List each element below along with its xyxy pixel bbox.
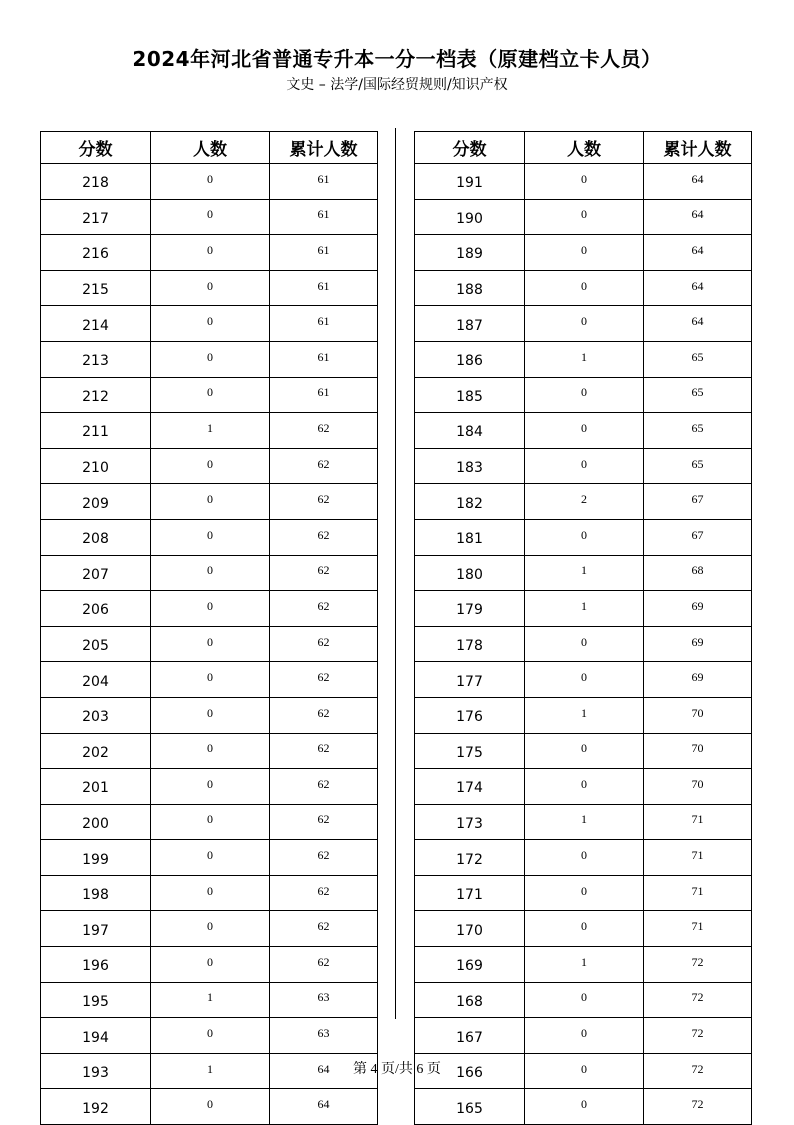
score-cell: 181: [415, 519, 525, 555]
count-cell: 0: [151, 769, 270, 805]
cumulative-cell: 70: [644, 733, 752, 769]
cumulative-cell: 63: [270, 1018, 378, 1054]
count-cell: 1: [525, 804, 644, 840]
table-row: [415, 164, 752, 200]
table-row: [41, 555, 378, 591]
count-cell: 0: [151, 662, 270, 698]
score-cell: 214: [41, 306, 151, 342]
count-cell: 2: [525, 484, 644, 520]
table-row: [415, 911, 752, 947]
cumulative-cell: 62: [270, 697, 378, 733]
cumulative-cell: 71: [644, 840, 752, 876]
score-cell: 168: [415, 982, 525, 1018]
score-cell: 175: [415, 733, 525, 769]
score-cell: 188: [415, 270, 525, 306]
table-row: [41, 697, 378, 733]
score-cell: 216: [41, 235, 151, 271]
column-divider: [395, 128, 396, 1019]
count-cell: 0: [151, 448, 270, 484]
cumulative-cell: 62: [270, 413, 378, 449]
cumulative-cell: 65: [644, 448, 752, 484]
cumulative-cell: 65: [644, 377, 752, 413]
count-cell: 0: [525, 448, 644, 484]
count-cell: 0: [151, 733, 270, 769]
cumulative-cell: 64: [270, 1089, 378, 1125]
score-cell: 199: [41, 840, 151, 876]
table-row: [41, 235, 378, 271]
cumulative-cell: 62: [270, 947, 378, 983]
count-cell: 0: [151, 270, 270, 306]
table-row: [41, 199, 378, 235]
count-cell: 0: [151, 697, 270, 733]
score-cell: 205: [41, 626, 151, 662]
score-cell: 184: [415, 413, 525, 449]
cumulative-cell: 64: [270, 1053, 378, 1089]
score-cell: 179: [415, 591, 525, 627]
table-row: [415, 591, 752, 627]
score-cell: 203: [41, 697, 151, 733]
score-cell: 209: [41, 484, 151, 520]
count-cell: 0: [525, 733, 644, 769]
table-row: [415, 769, 752, 805]
header-count: 人数: [151, 132, 270, 164]
score-cell: 212: [41, 377, 151, 413]
cumulative-cell: 64: [644, 306, 752, 342]
score-table-right-body: [415, 164, 752, 1125]
table-row: [41, 306, 378, 342]
cumulative-cell: 69: [644, 591, 752, 627]
table-row: [41, 947, 378, 983]
table-row: [41, 448, 378, 484]
cumulative-cell: 61: [270, 270, 378, 306]
table-row: [41, 519, 378, 555]
score-cell: 172: [415, 840, 525, 876]
score-cell: 174: [415, 769, 525, 805]
cumulative-cell: 62: [270, 840, 378, 876]
header-score: 分数: [415, 132, 525, 164]
count-cell: 0: [525, 377, 644, 413]
cumulative-cell: 72: [644, 1089, 752, 1125]
page-subtitle: 文史 – 法学/国际经贸规则/知识产权: [286, 77, 508, 93]
cumulative-cell: 70: [644, 769, 752, 805]
cumulative-cell: 65: [644, 413, 752, 449]
count-cell: 0: [525, 235, 644, 271]
score-cell: 195: [41, 982, 151, 1018]
count-cell: 1: [525, 697, 644, 733]
page-title: 2024年河北省普通专升本一分一档表（原建档立卡人员）: [132, 47, 662, 71]
header-cumulative: 累计人数: [270, 132, 378, 164]
score-cell: 166: [415, 1053, 525, 1089]
cumulative-cell: 62: [270, 911, 378, 947]
score-cell: 173: [415, 804, 525, 840]
count-cell: 0: [151, 164, 270, 200]
count-cell: 0: [151, 484, 270, 520]
score-cell: 180: [415, 555, 525, 591]
score-cell: 194: [41, 1018, 151, 1054]
table-row: [415, 448, 752, 484]
count-cell: 1: [525, 947, 644, 983]
score-cell: 217: [41, 199, 151, 235]
score-cell: 170: [415, 911, 525, 947]
table-row: [41, 484, 378, 520]
count-cell: 0: [151, 377, 270, 413]
table-row: [415, 947, 752, 983]
table-row: [41, 1089, 378, 1125]
cumulative-cell: 64: [644, 270, 752, 306]
score-cell: 207: [41, 555, 151, 591]
cumulative-cell: 67: [644, 484, 752, 520]
cumulative-cell: 62: [270, 626, 378, 662]
count-cell: 0: [525, 164, 644, 200]
table-row: [415, 733, 752, 769]
table-row: [41, 626, 378, 662]
header-count: 人数: [525, 132, 644, 164]
table-row: [415, 484, 752, 520]
count-cell: 0: [525, 306, 644, 342]
cumulative-cell: 61: [270, 341, 378, 377]
table-row: [415, 1018, 752, 1054]
count-cell: 0: [525, 769, 644, 805]
count-cell: 0: [525, 840, 644, 876]
score-cell: 204: [41, 662, 151, 698]
cumulative-cell: 62: [270, 662, 378, 698]
score-cell: 215: [41, 270, 151, 306]
count-cell: 0: [525, 1053, 644, 1089]
cumulative-cell: 62: [270, 769, 378, 805]
table-row: [415, 306, 752, 342]
page-footer: 第 4 页/共 6 页: [353, 1062, 441, 1077]
count-cell: 0: [525, 413, 644, 449]
count-cell: 0: [151, 875, 270, 911]
count-cell: 1: [525, 341, 644, 377]
table-row: [415, 697, 752, 733]
count-cell: 1: [151, 982, 270, 1018]
count-cell: 0: [525, 911, 644, 947]
cumulative-cell: 71: [644, 911, 752, 947]
count-cell: 0: [151, 804, 270, 840]
table-row: [415, 662, 752, 698]
table-row: [41, 982, 378, 1018]
table-row: [415, 840, 752, 876]
cumulative-cell: 62: [270, 591, 378, 627]
cumulative-cell: 70: [644, 697, 752, 733]
score-cell: 165: [415, 1089, 525, 1125]
cumulative-cell: 65: [644, 341, 752, 377]
count-cell: 0: [151, 591, 270, 627]
cumulative-cell: 61: [270, 164, 378, 200]
score-cell: 197: [41, 911, 151, 947]
count-cell: 0: [525, 1089, 644, 1125]
table-header-row: [415, 132, 752, 164]
count-cell: 0: [151, 911, 270, 947]
score-cell: 200: [41, 804, 151, 840]
count-cell: 1: [151, 413, 270, 449]
table-row: [415, 199, 752, 235]
table-row: [41, 733, 378, 769]
cumulative-cell: 62: [270, 484, 378, 520]
score-cell: 192: [41, 1089, 151, 1125]
header-score: 分数: [41, 132, 151, 164]
score-cell: 183: [415, 448, 525, 484]
score-cell: 201: [41, 769, 151, 805]
cumulative-cell: 64: [644, 199, 752, 235]
count-cell: 0: [151, 1018, 270, 1054]
count-cell: 0: [151, 1089, 270, 1125]
score-cell: 206: [41, 591, 151, 627]
cumulative-cell: 61: [270, 199, 378, 235]
score-cell: 202: [41, 733, 151, 769]
table-row: [415, 377, 752, 413]
cumulative-cell: 62: [270, 733, 378, 769]
score-table-left: [40, 131, 378, 1125]
table-row: [41, 804, 378, 840]
table-row: [41, 1018, 378, 1054]
cumulative-cell: 72: [644, 1018, 752, 1054]
count-cell: 0: [525, 626, 644, 662]
count-cell: 0: [525, 1018, 644, 1054]
score-cell: 208: [41, 519, 151, 555]
cumulative-cell: 72: [644, 1053, 752, 1089]
table-row: [415, 626, 752, 662]
cumulative-cell: 62: [270, 804, 378, 840]
table-row: [41, 662, 378, 698]
table-row: [415, 982, 752, 1018]
cumulative-cell: 71: [644, 875, 752, 911]
score-table-left-body: [41, 164, 378, 1125]
table-row: [41, 270, 378, 306]
count-cell: 0: [151, 199, 270, 235]
count-cell: 0: [151, 840, 270, 876]
score-cell: 210: [41, 448, 151, 484]
score-cell: 196: [41, 947, 151, 983]
score-cell: 178: [415, 626, 525, 662]
cumulative-cell: 61: [270, 377, 378, 413]
table-row: [41, 341, 378, 377]
score-cell: 218: [41, 164, 151, 200]
count-cell: 0: [151, 947, 270, 983]
score-cell: 182: [415, 484, 525, 520]
count-cell: 0: [151, 555, 270, 591]
table-row: [41, 769, 378, 805]
score-cell: 190: [415, 199, 525, 235]
score-cell: 176: [415, 697, 525, 733]
table-header-row: [41, 132, 378, 164]
count-cell: 0: [151, 235, 270, 271]
count-cell: 0: [151, 306, 270, 342]
score-cell: 187: [415, 306, 525, 342]
count-cell: 0: [525, 199, 644, 235]
score-cell: 198: [41, 875, 151, 911]
count-cell: 1: [525, 555, 644, 591]
count-cell: 0: [525, 270, 644, 306]
count-cell: 0: [525, 519, 644, 555]
table-row: [415, 1089, 752, 1125]
score-cell: 169: [415, 947, 525, 983]
header-cumulative: 累计人数: [644, 132, 752, 164]
score-cell: 213: [41, 341, 151, 377]
table-row: [415, 270, 752, 306]
table-row: [415, 413, 752, 449]
score-cell: 185: [415, 377, 525, 413]
cumulative-cell: 63: [270, 982, 378, 1018]
table-row: [415, 341, 752, 377]
score-cell: 189: [415, 235, 525, 271]
count-cell: 0: [151, 519, 270, 555]
cumulative-cell: 64: [644, 164, 752, 200]
cumulative-cell: 62: [270, 555, 378, 591]
cumulative-cell: 61: [270, 235, 378, 271]
cumulative-cell: 69: [644, 662, 752, 698]
cumulative-cell: 64: [644, 235, 752, 271]
count-cell: 0: [525, 875, 644, 911]
cumulative-cell: 72: [644, 982, 752, 1018]
cumulative-cell: 62: [270, 519, 378, 555]
cumulative-cell: 69: [644, 626, 752, 662]
table-row: [41, 840, 378, 876]
cumulative-cell: 68: [644, 555, 752, 591]
cumulative-cell: 71: [644, 804, 752, 840]
cumulative-cell: 61: [270, 306, 378, 342]
table-row: [41, 164, 378, 200]
cumulative-cell: 67: [644, 519, 752, 555]
table-row: [41, 413, 378, 449]
table-row: [41, 875, 378, 911]
count-cell: 1: [525, 591, 644, 627]
table-row: [415, 875, 752, 911]
table-row: [415, 555, 752, 591]
score-cell: 191: [415, 164, 525, 200]
cumulative-cell: 72: [644, 947, 752, 983]
count-cell: 0: [525, 662, 644, 698]
score-cell: 167: [415, 1018, 525, 1054]
table-row: [41, 911, 378, 947]
table-row: [415, 519, 752, 555]
cumulative-cell: 62: [270, 875, 378, 911]
count-cell: 0: [525, 982, 644, 1018]
score-table-right: [414, 131, 752, 1125]
score-cell: 186: [415, 341, 525, 377]
count-cell: 1: [151, 1053, 270, 1089]
score-cell: 177: [415, 662, 525, 698]
table-row: [41, 377, 378, 413]
count-cell: 0: [151, 341, 270, 377]
count-cell: 0: [151, 626, 270, 662]
score-cell: 171: [415, 875, 525, 911]
score-cell: 193: [41, 1053, 151, 1089]
table-row: [415, 804, 752, 840]
cumulative-cell: 62: [270, 448, 378, 484]
table-row: [41, 591, 378, 627]
score-cell: 211: [41, 413, 151, 449]
table-row: [415, 235, 752, 271]
